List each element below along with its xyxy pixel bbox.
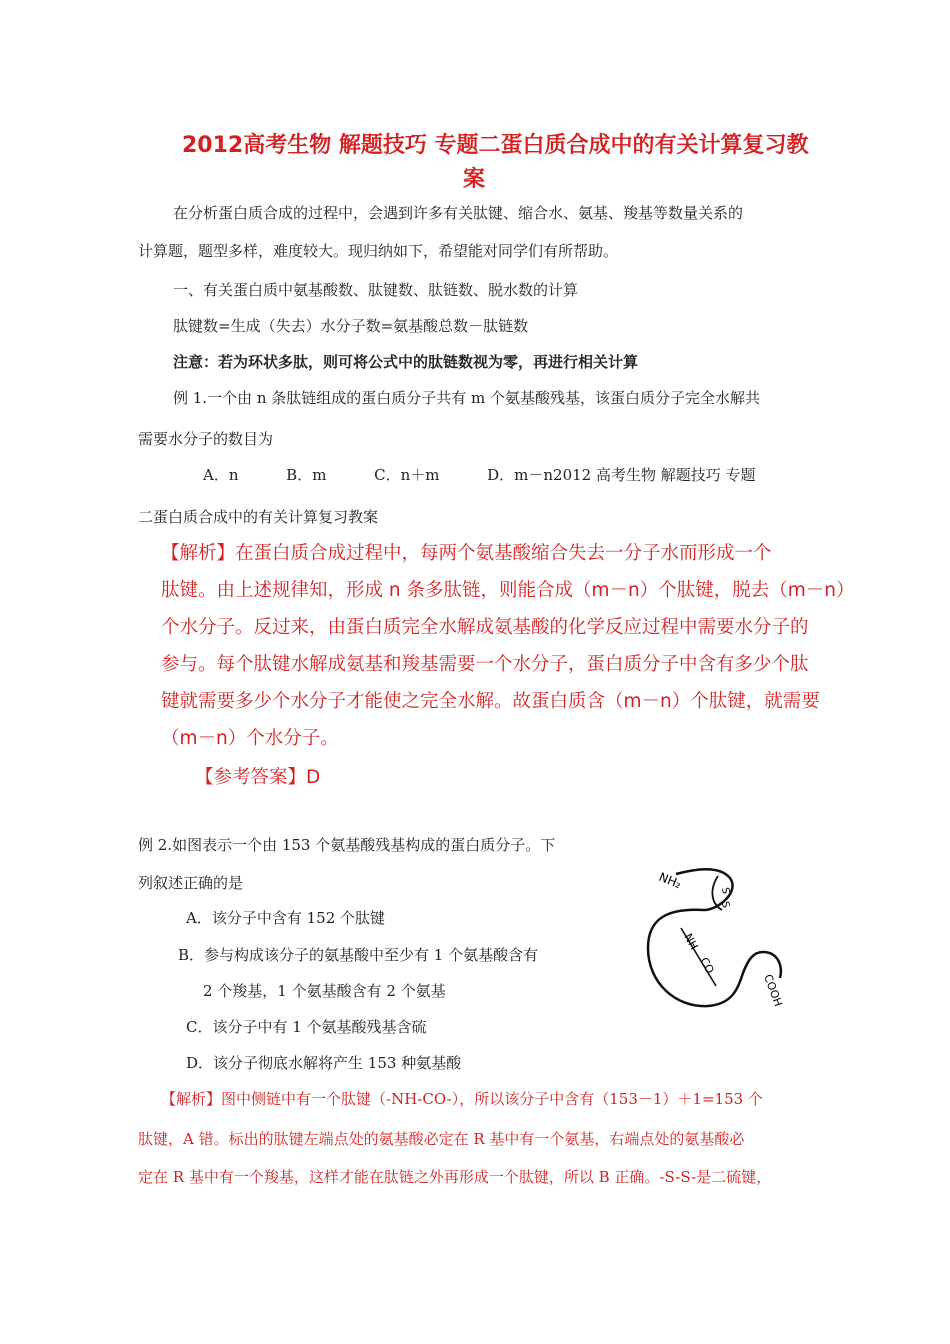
cooh-label: COOH <box>761 972 785 1009</box>
example2-option-b-line-1: B．参与构成该分子的氨基酸中至少有 1 个氨基酸含有 <box>178 946 539 964</box>
analysis-line: 参与。每个肽键水解成氨基和羧基需要一个水分子，蛋白质分子中含有多少个肽 <box>161 654 809 675</box>
example1-question-line-1: 例 1.一个由 n 条肽链组成的蛋白质分子共有 m 个氨基酸残基，该蛋白质分子完全水解共 <box>173 389 761 407</box>
example2-option-d: D．该分子彻底水解将产生 153 种氨基酸 <box>186 1054 462 1072</box>
example2-option-b-line-2: 2 个羧基，1 个氨基酸含有 2 个氨基 <box>203 982 446 1000</box>
s-label-2: S <box>719 900 731 909</box>
example2-question-line-1: 例 2.如图表示一个由 153 个氨基酸残基构成的蛋白质分子。下 <box>138 836 556 854</box>
title-line-2: 案 <box>463 167 486 192</box>
example2-question-line-2: 列叙述正确的是 <box>138 874 244 892</box>
analysis-line: 肽键，A 错。标出的肽键左端点处的氨基酸必定在 R 基中有一个氨基，右端点处的氨基酸必 <box>138 1130 745 1148</box>
section-heading: 一、有关蛋白质中氨基酸数、肽键数、肽链数、脱水数的计算 <box>173 281 579 299</box>
analysis-line: 【解析】在蛋白质合成过程中，每两个氨基酸缩合失去一分子水而形成一个 <box>161 543 772 564</box>
analysis-line: 个水分子。反过来，由蛋白质完全水解成氨基酸的化学反应过程中需要水分子的 <box>161 617 809 638</box>
intro-line-2: 计算题，题型多样，难度较大。现归纳如下，希望能对同学们有所帮助。 <box>138 242 619 260</box>
analysis-line: （m－n）个水分子。 <box>161 728 339 749</box>
peptide-chain-curve <box>648 869 781 1006</box>
example1-answer: 【参考答案】D <box>195 767 321 788</box>
co-label: CO <box>697 955 717 976</box>
analysis-line: 键就需要多少个水分子才能使之完全水解。故蛋白质含（m－n）个肽键，就需要 <box>161 691 820 712</box>
example1-options-continued: 二蛋白质合成中的有关计算复习教案 <box>138 508 379 526</box>
example2-option-a: A．该分子中含有 152 个肽键 <box>186 909 386 927</box>
nh-label: NH <box>681 931 701 952</box>
protein-structure-diagram <box>618 848 808 1023</box>
formula-text: 肽键数=生成（失去）水分子数=氨基酸总数－肽链数 <box>173 317 529 335</box>
s-label-1: S <box>719 886 731 895</box>
analysis-line: 肽键。由上述规律知，形成 n 条多肽链，则能合成（m－n）个肽键，脱去（m－n） <box>161 580 855 601</box>
analysis-line: 【解析】图中侧链中有一个肽键（-NH-CO-），所以该分子中含有（153－1）＋1=153 个 <box>161 1090 763 1108</box>
nh2-label: NH₂ <box>656 869 684 892</box>
note-text: 注意：若为环状多肽，则可将公式中的肽链数视为零，再进行相关计算 <box>173 353 639 371</box>
analysis-line: 定在 R 基中有一个羧基，这样才能在肽链之外再形成一个肽键，所以 B 正确。-S-S-是二硫键， <box>138 1168 772 1186</box>
intro-line-1: 在分析蛋白质合成的过程中，会遇到许多有关肽键、缩合水、氨基、羧基等数量关系的 <box>173 204 744 222</box>
example1-question-line-2: 需要水分子的数目为 <box>138 430 274 448</box>
example2-option-c: C．该分子中有 1 个氨基酸残基含硫 <box>186 1018 427 1036</box>
example1-options: A．n B．m C．n＋m D．m－n2012 高考生物 解题技巧 专题 <box>203 466 756 484</box>
title-line-1: 2012高考生物 解题技巧 专题二蛋白质合成中的有关计算复习教 <box>182 133 809 158</box>
